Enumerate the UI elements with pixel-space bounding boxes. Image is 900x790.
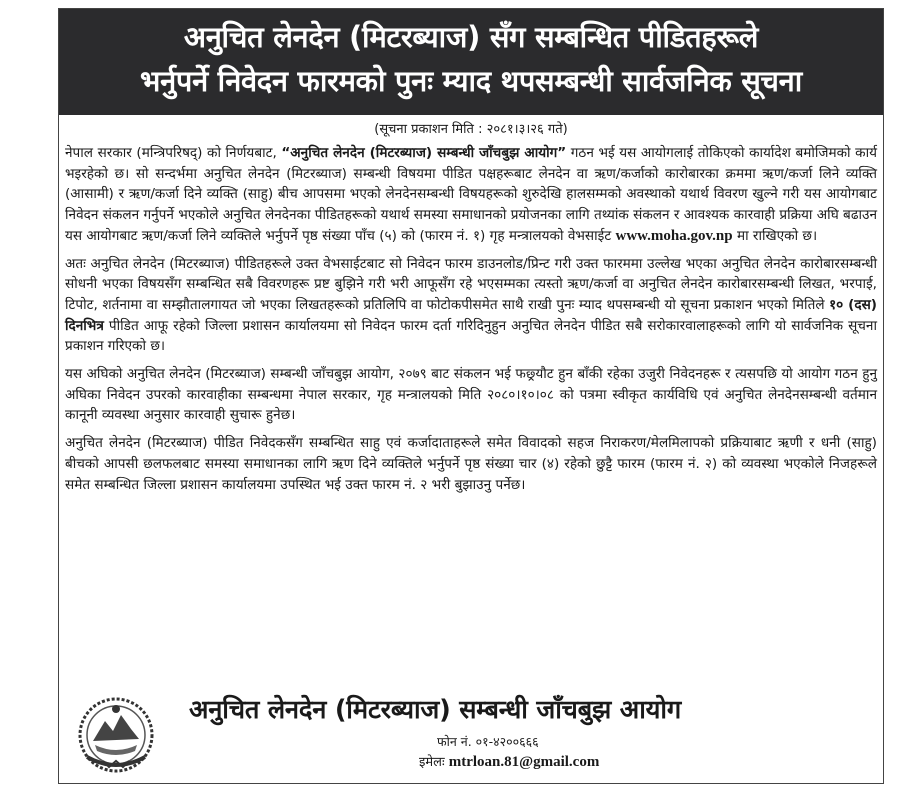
paragraph-2 xyxy=(65,254,877,358)
moha-website-link[interactable]: www.moha.gov.np xyxy=(615,227,733,244)
paragraph-1-end: मा राखिएको छ। xyxy=(732,227,818,244)
paragraph-1-body: गठन भई यस आयोगलाई तोकिएको कार्यादेश बमोजिमको कार्य भइरहेको छ। सो सन्दर्भमा अनुचित लेनदेन (मिटरब्याज) सम्बन्धी विषयमा पीडित पक्षहरूबाट लेनदेन वा ऋण/कर्जाको कारोबारका क्रममा ऋण/कर्जा लिने व्यक्ति (आसामी) र ऋण/कर्जा दिने व्यक्ति (साहु) बीच आपसमा भएको लेनदेनसम्बन्धी विषयहरूको शुरुदेखि हालसम्मको अवस्थाको यथार्थ विवरण खुल्ने गरी यस आयोगबाट निवेदन संकलन गर्नुपर्ने भएकोले अनुचित लेनदेनका पीडितहरूको यथार्थ समस्या समाधानको प्रयोजनका लागि तथ्यांक संकलन र आवश्यक कारवाही प्रक्रिया अघि बढाउन यस आयोगबाट ऋण/कर्जा लिने व्यक्तिले भर्नुपर्ने पृष्ठ संख्या पाँच (५) को (फारम नं. १) गृह मन्त्रालयको वेभसाईट xyxy=(65,145,877,244)
publication-date: (सूचना प्रकाशन मिति : २०८१।३।२६ गते) xyxy=(374,122,568,137)
commission-name: अनुचित लेनदेन (मिटरब्याज) सम्बन्धी जाँचबुझ आयोग xyxy=(189,695,681,725)
notice-footer xyxy=(59,691,883,783)
notice-title-line-2: भर्नुपर्ने निवेदन फारमको पुनः म्याद थपसम्बन्धी सार्वजनिक सूचना xyxy=(140,64,802,98)
commission-name-quote: “अनुचित लेनदेन (मिटरब्याज) सम्बन्धी जाँचबुझ आयोग” xyxy=(281,145,567,161)
email-line xyxy=(419,753,599,772)
notice-body xyxy=(65,143,877,502)
paragraph-4: अनुचित लेनदेन (मिटरब्याज) पीडित निवेदकसँग सम्बन्धित साहु एवं कर्जादाताहरूले समेत विवादको सहज निराकरण/मेलमिलापको प्रक्रियाबाट ऋणी र धनी (साहु) बीचको आपसी छलफलबाट समस्या समाधानका लागि ऋण दिने व्यक्तिले भर्नुपर्ने पृष्ठ संख्या चार (४) रहेको छुट्टै फारम (फारम नं. २) को व्यवस्था भएकोले निजहरूले समेत सम्बन्धित जिल्ला प्रशासन कार्यालयमा उपस्थित भई उक्त फारम नं. २ भरी बुझाउनु पर्नेछ। xyxy=(65,435,877,493)
nepal-government-emblem-icon xyxy=(73,695,159,775)
paragraph-1-intro: नेपाल सरकार (मन्त्रिपरिषद्) को निर्णयबाट, xyxy=(65,145,282,161)
notice-title-banner xyxy=(59,9,883,115)
paragraph-2-body: अतः अनुचित लेनदेन (मिटरब्याज) पीडितहरूले उक्त वेभसाईटबाट सो निवेदन फारम डाउनलोड/प्रिन्ट गरी उक्त फारममा उल्लेख भएका अनुचित लेनदेन कारोबारसम्बन्धी सोधनी भएका विषयसँग सम्बन्धित सबै विवरणहरू प्रष्ट बुझिने गरी भरी आफूसँग रहे भएसम्मका त्यस्तो ऋण/कर्जा वा अनुचित लेनदेन कारोबारसम्बन्धी लिखत, भरपाई, टिपोट, शर्तनामा वा सम्झौतालगायत जो भएका लिखतहरूको प्रतिलिपि वा फोटोकपीसमेत साथै राखी पुनः म्याद थपसम्बन्धी यो सूचना प्रकाशन भएको मितिले xyxy=(65,255,877,313)
notice-title-line-1: अनुचित लेनदेन (मिटरब्याज) सँग सम्बन्धित पीडितहरूले xyxy=(183,20,759,54)
phone-number: फोन नं. ०१-४२००६६६ xyxy=(437,734,539,749)
notice-frame xyxy=(58,8,884,784)
email-address[interactable]: mtrloan.81@gmail.com xyxy=(448,754,600,770)
email-label: इमेलः xyxy=(419,755,449,770)
deadline-text: १० (दस) दिनभित्र xyxy=(65,296,877,334)
paragraph-2-end: पीडित आफू रहेको जिल्ला प्रशासन कार्यालयमा सो निवेदन फारम दर्ता गरिदिनुहुन अनुचित लेनदेन पीडित सबै सरोकारवालाहरूको लागि यो सार्वजनिक सूचना प्रकाशन गरिएको छ। xyxy=(65,317,877,355)
paragraph-3: यस अघिको अनुचित लेनदेन (मिटरब्याज) सम्बन्धी जाँचबुझ आयोग, २०७९ बाट संकलन भई फछ्र्यौट हुन बाँकी रहेका उजुरी निवेदनहरू र त्यसपछि यो आयोग गठन हुनु अघिका निवेदन उपरको कारवाहीका सम्बन्धमा नेपाल सरकार, गृह मन्त्रालयको मिति २०८०।१०।०८ को पत्रमा स्वीकृत कार्यविधि एवं अनुचित लेनदेनसम्बन्धी वर्तमान कानूनी व्यवस्था अनुसार कारवाही सुचारू हुनेछ। xyxy=(65,366,877,424)
paragraph-1 xyxy=(65,143,877,247)
